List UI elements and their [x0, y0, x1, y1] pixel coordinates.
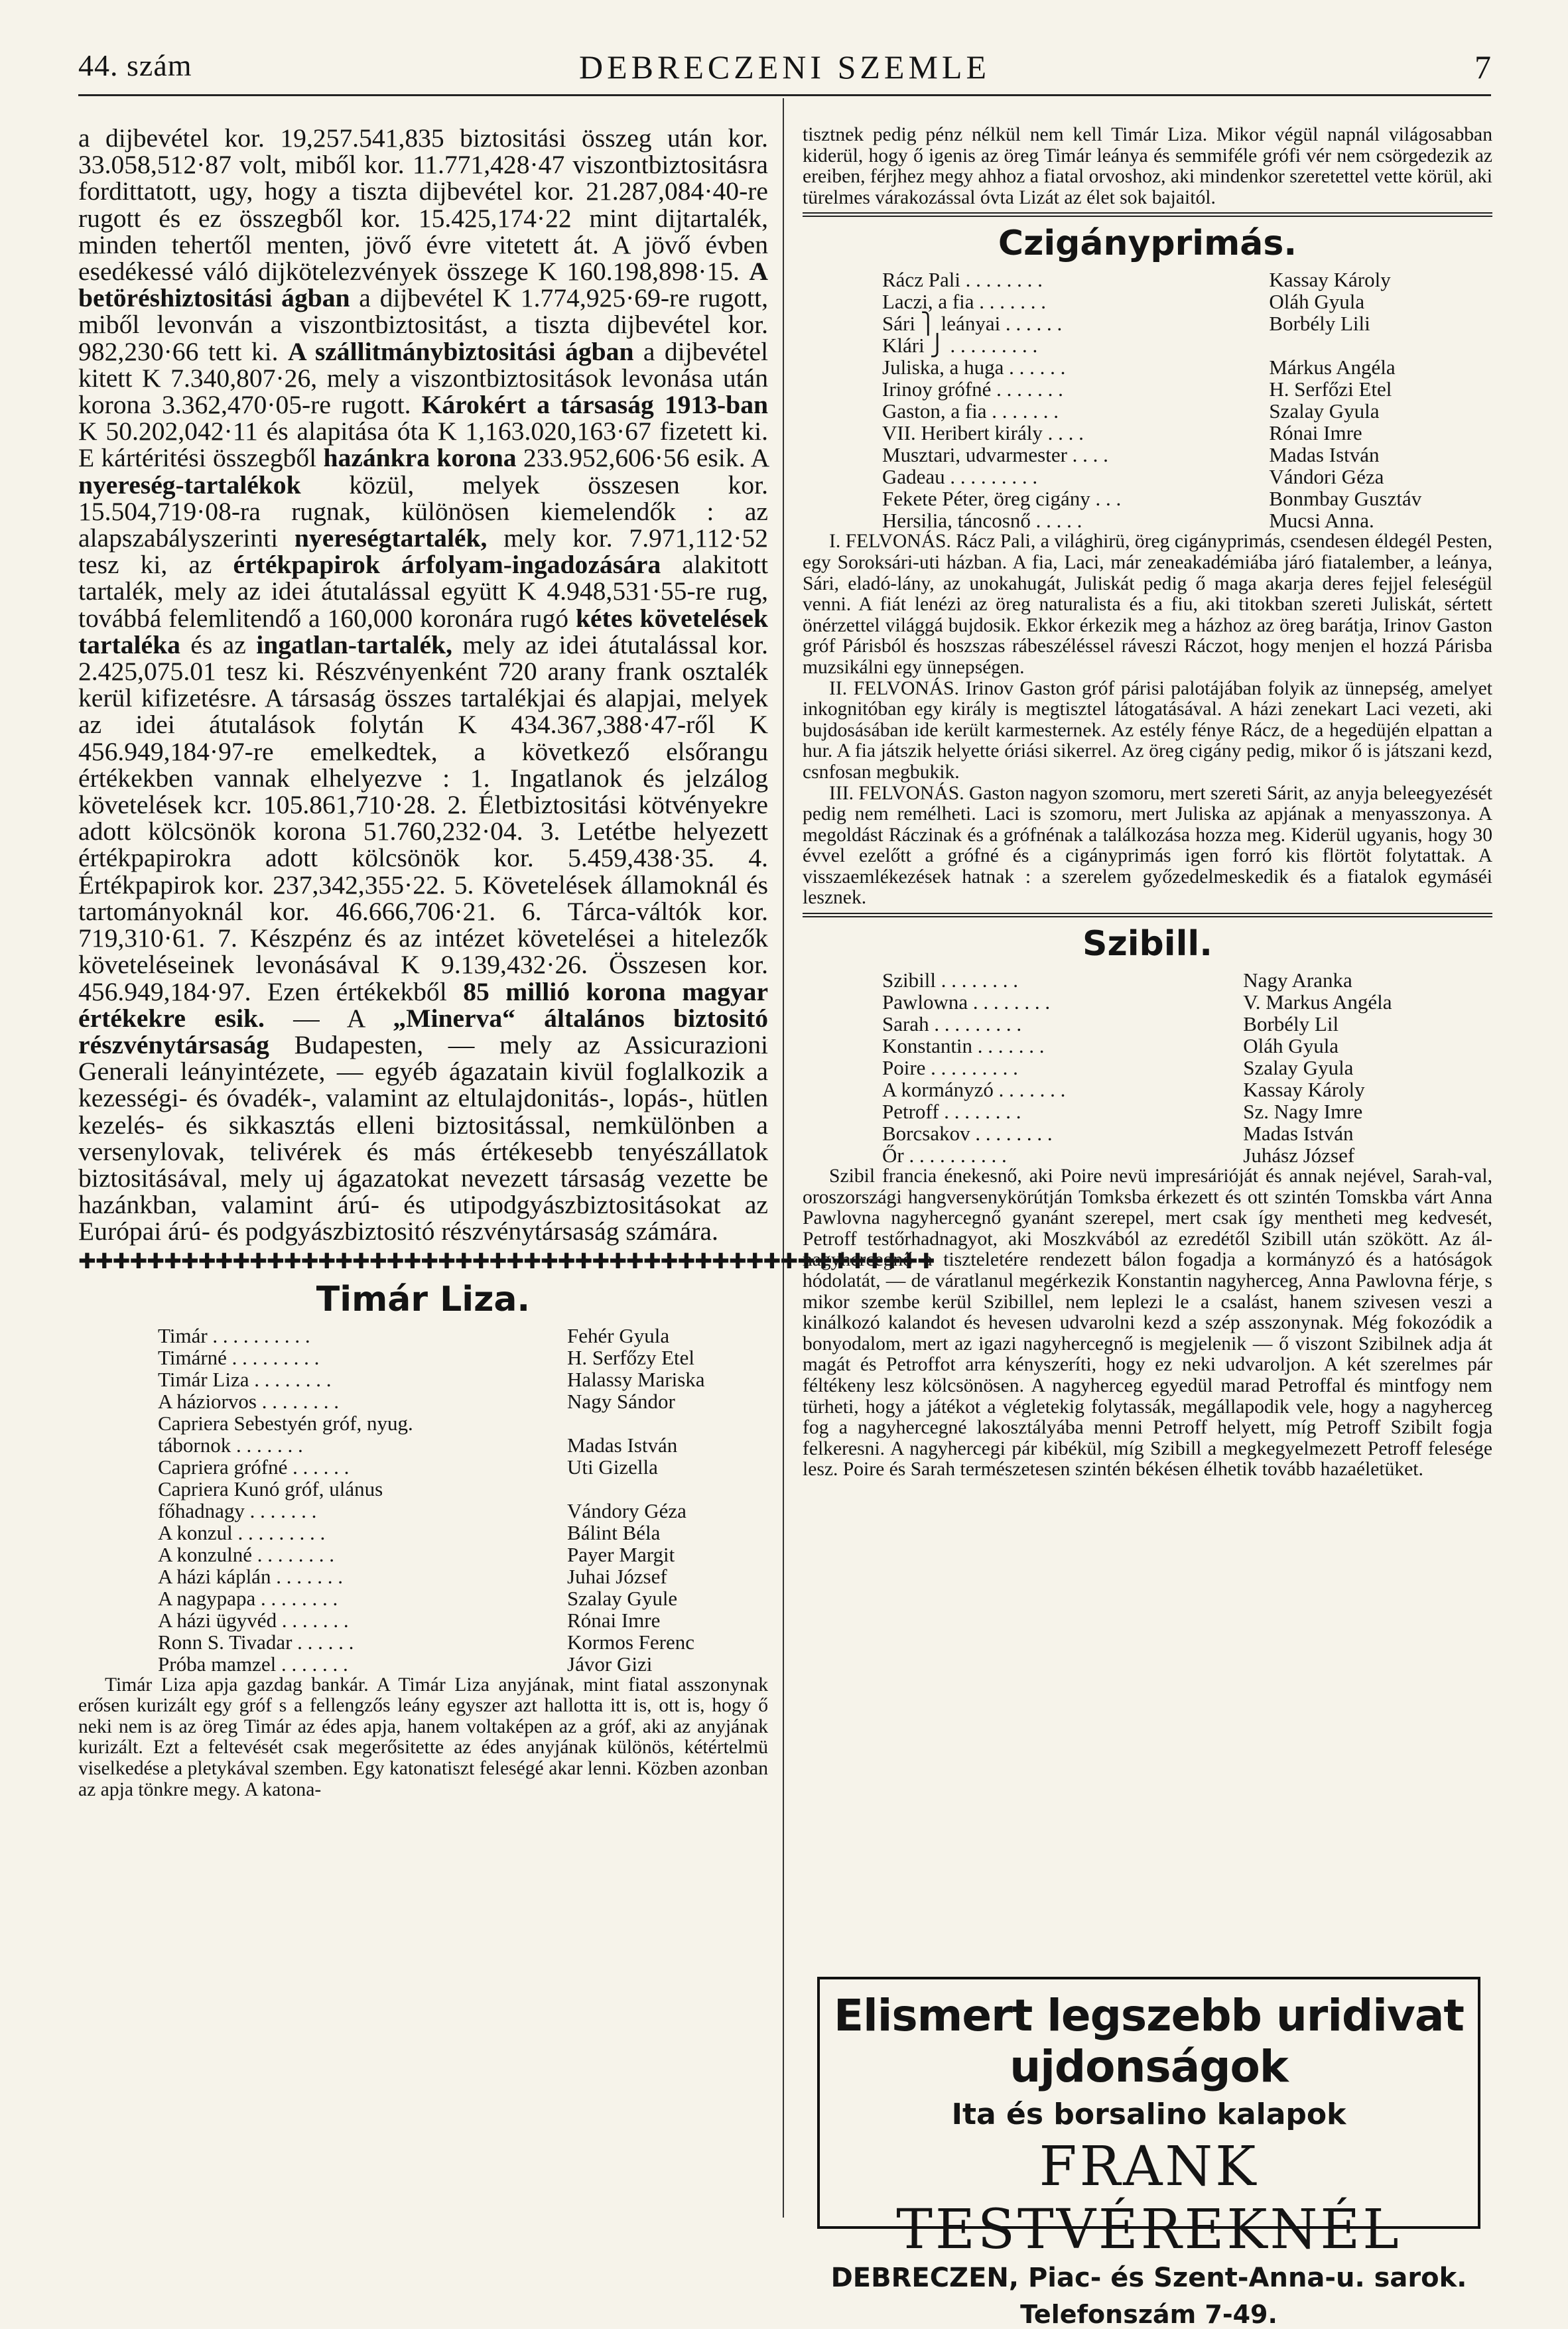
cast-actor: Borbély Lili — [1269, 312, 1370, 336]
cast-role: Gaston, a fia . . . . . . . — [882, 399, 1059, 423]
ad-address: DEBRECZEN, Piac- és Szent-Anna-u. sarok. — [830, 2263, 1467, 2293]
cast-actor: Madas István — [1269, 443, 1380, 467]
section-rule — [803, 913, 1492, 914]
cast-row — [78, 1368, 768, 1390]
cast-role: Sári ⎫ leányai . . . . . . — [882, 312, 1063, 336]
article-emphasis: kétes követelések tartaléka — [78, 603, 769, 659]
cast-role: Timár Liza . . . . . . . . — [158, 1367, 332, 1391]
cast-row — [78, 1478, 768, 1500]
cast-row — [803, 1100, 1492, 1122]
cast-actor: Kassay Károly — [1243, 1078, 1365, 1102]
cast-role: Timár . . . . . . . . . . — [158, 1323, 310, 1347]
cast-row — [803, 444, 1492, 466]
cast-row — [803, 269, 1492, 291]
right-column — [803, 125, 1492, 1481]
cast-role: A kormányzó . . . . . . . — [882, 1078, 1066, 1102]
cast-role: A házi káplán . . . . . . . — [158, 1564, 343, 1588]
timar-summary: Timár Liza apja gazdag bankár. A Timár Liza anyjának, mint fiatal asszonynak erősen kurizált egy gróf s a fellengzős leány egyszer azt hallotta itt is, ott is, hogy ő neki nem is az öreg Timár az édes apja, hanem voltaképen az a gróf, aki az anyjának kurizált. Ezt a feltevését csak megerősitette az édes anyjának különös, kétértelmü viselkedése a pletykával szemben. Egy katonatiszt feleségé akar lenni. Közben azonban az apja tönkre megy. A katona- — [78, 1674, 768, 1800]
cast-row — [803, 1144, 1492, 1166]
cast-role: Borcsakov . . . . . . . . — [882, 1122, 1053, 1146]
cast-role: Hersilia, táncosnő . . . . . — [882, 509, 1082, 533]
cast-actor: Rónai Imre — [1269, 421, 1362, 445]
cast-row — [803, 291, 1492, 312]
cast-row — [803, 1013, 1492, 1035]
cziganyprimas-title: Czigányprimás. — [998, 224, 1297, 264]
cast-actor — [567, 1412, 768, 1434]
article-text: a dijbevétel kor. 19,257.541,835 biztositási összeg után kor. 33.058,512·87 volt, miből kor. 11.771,428·47 viszontbiztositásra fordittatott, ugy, hogy a tiszta dijbevétel kor. 21.287,084·40-re rugott és ez összegből kor. 15.425,174·22 mint dijtartalék, minden tehertől menten, jövő évre vitetett át. A jövő évben esedékessé váló dijkötelezvények összege K 160.198,898·15. — [78, 123, 768, 287]
ornament-divider: ✚✚✚✚✚✚✚✚✚✚✚✚✚✚✚✚✚✚✚✚✚✚✚✚✚✚✚✚✚✚✚✚✚✚✚✚✚✚✚✚✚✚✚✚✚✚✚✚✚✚ — [78, 1248, 935, 1273]
cast-actor: Fehér Gyula — [567, 1323, 670, 1347]
cast-role: A házi ügyvéd . . . . . . . — [158, 1608, 349, 1632]
cast-role: Szibill . . . . . . . . — [882, 968, 1018, 992]
article-emphasis: nyereségtartalék, — [294, 523, 488, 553]
cast-row — [803, 378, 1492, 400]
cast-row — [803, 334, 1492, 356]
cast-row — [78, 1412, 768, 1434]
ad-headline: Elismert legszebb uridivat ujdonságok — [834, 1990, 1464, 2092]
cast-role: Irinoy grófné . . . . . . . — [882, 377, 1063, 401]
cast-role: Capriera Kunó gróf, ulánus — [158, 1477, 383, 1500]
cast-row — [78, 1565, 768, 1587]
cast-row — [803, 422, 1492, 444]
cast-actor: Mucsi Anna. — [1269, 509, 1374, 533]
cast-actor: Bálint Béla — [567, 1520, 661, 1544]
cast-row — [803, 1079, 1492, 1100]
szibill-summary: Szibil francia énekesnő, aki Poire nevü impresárióját és annak nejével, Sarah-val, oroszországi hangversenykörútján Tomksba érkezett és ott szintén Tomskba várt Anna Pawlovna nagyhercegnő gyanánt szerepel, mert csak így mentheti meg kedvesét, Petroff testőrhadnagyot, aki Moszkvából az ezredétől Szibill után szökött. Az ál-nagyhercegnő a tiszteletére rendezett bálon fogadja a kormányzó és a hatóságok hódolatát, — de váratlanul megérkezik Konstantin nagyherceg, Anna Pawlovna férje, s mikor szembe kerül Szibillel, nem leplezi le a csalást, hanem szivesen veszi a kinálkozó kalandot és hevesen udvarolni kezd a szép asszonynak. Még fokozódik a bonyodalom, mert az igazi nagyhercegnő is megjelenik — ő viszont Szibilnek adja át magát és Petroffot arra kényszeríti, hogy ez neki udvaroljon. A két szerelmes pár féltékeny lesz kölcsönösen. A nagyherceg egyedül marad Petroffal és mintfogy nem türheti, hogy a játékot a végletekig folytassák, megállapodik vele, hogy a nagyherceg fog a nagyhercegné lakosztályába menni Petroff helyett, míg Petroff Szibilt fogja felkeresni. A nagyhercegi pár kibékül, míg Szibill a megkegyelmezett Petroff felesége lesz. Poire és Sarah természetesen szintén békésen élhetik tovább hazaéletüket. — [803, 1165, 1492, 1481]
article-text: és az — [180, 630, 257, 659]
left-column — [78, 123, 935, 1800]
cast-role: Petroff . . . . . . . . — [882, 1100, 1021, 1124]
page-number: 7 — [1474, 48, 1491, 86]
cast-row — [803, 1122, 1492, 1144]
cast-actor: Szalay Gyula — [1243, 1056, 1354, 1080]
cast-row — [78, 1390, 768, 1412]
cast-role: Fekete Péter, öreg cigány . . . — [882, 487, 1122, 511]
cast-role: Capriera grófné . . . . . . — [158, 1455, 350, 1479]
cast-actor — [1269, 334, 1492, 356]
cast-actor: Nagy Aranka — [1243, 968, 1352, 992]
cast-row — [78, 1631, 768, 1653]
article-emphasis: nyereség-tartalékok — [78, 470, 301, 499]
cast-actor: Vándori Géza — [1269, 465, 1384, 489]
cast-actor: Márkus Angéla — [1269, 356, 1396, 379]
column-divider — [783, 98, 784, 2218]
article-text: Budapesten, — mely az Assicurazioni Generali leányintézete, — egyéb ágazatain kivül foglalkozik a kezességi- és óvadék-, valamint az eltulajdonitás-, lopás-, hütlen kezelés- és sikkasztás elleni biztositással, nemkülönben a versenylovak, telivérek és más értékesebb tenyészállatok biztositásával, mely uj ágazatokat nevezett társaság vezette be hazánkban, valamint árú- és utipodgyászbiztositásokat az Európai árú- és podgyászbiztositó részvénytársaság számára. — [78, 1030, 768, 1246]
cast-role: Musztari, udvarmester . . . . — [882, 443, 1108, 467]
article-text: mely kor. 7.971,112·52 tesz ki, az — [78, 523, 769, 580]
cast-actor: Sz. Nagy Imre — [1243, 1100, 1363, 1124]
article-emphasis: A betöréshiztositási ágban — [78, 257, 768, 313]
cziganyprimas-act-3: III. FELVONÁS. Gaston nagyon szomoru, mert szereti Sárit, az anyja beleegyezését pedig nem remélheti. Laci is szomoru, mert Juliska az apjának a menyasszonya. A megoldást Ráczinak és a grófnénak a találkozása hozza meg. Kiderül ugyanis, hogy 30 évvel ezelőtt a grófné és a cigányprimás igen forró kis flörtöt folytattak. A visszaemlékezések hatnak : a szerelem győzedelmeskedik és a fiatalok egymáséi lesznek. — [803, 782, 1492, 909]
article-emphasis: hazánkra korona — [323, 443, 517, 473]
article-text: a dijbevétel K 1.774,925·69-re rugott, miből levonván a viszontbiztositást, a tiszta dijbevétel kor. 982,230·66 tett ki. — [78, 283, 768, 366]
cast-actor: Kassay Károly — [1269, 268, 1391, 292]
cast-row — [803, 969, 1492, 991]
cast-row — [803, 400, 1492, 422]
article-text: közül, melyek összesen kor. 15.504,719·08-ra rugnak, különösen kiemelendők : az alapszabályszerinti — [78, 470, 768, 553]
ad-firm-name: FRANK TESTVÉREKNÉL — [896, 2135, 1402, 2261]
cziganyprimas-cast-list — [803, 269, 1492, 531]
cast-actor: Halassy Mariska — [567, 1367, 705, 1391]
cast-role: Timárné . . . . . . . . . — [158, 1345, 320, 1369]
ad-phone: Telefonszám 7-49. — [1020, 2300, 1277, 2329]
cast-row — [803, 356, 1492, 378]
journal-title: DEBRECZENI SZEMLE — [578, 48, 991, 86]
ad-subheadline: Ita és borsalino kalapok — [951, 2097, 1346, 2131]
cast-role: Poire . . . . . . . . . — [882, 1056, 1018, 1080]
section-rule — [803, 212, 1492, 214]
cast-actor: Vándory Géza — [567, 1498, 686, 1522]
cast-role: Őr . . . . . . . . . . — [882, 1144, 1007, 1167]
article-emphasis: „Minerva“ általános biztositó részvénytársaság — [78, 1003, 768, 1059]
cast-role: A konzulné . . . . . . . . — [158, 1542, 335, 1566]
cast-actor: Rónai Imre — [567, 1608, 661, 1632]
article-text: alakitott tartalék, mely az idei átutalással együtt K 4.948,531·55-re rug, továbbá felemlitendő a 160,000 koronára rugó — [78, 550, 768, 633]
szibill-cast-list — [803, 969, 1492, 1166]
cast-role: Capriera Sebestyén gróf, nyug. — [158, 1411, 413, 1435]
article-text: 233.952,606·56 esik. A — [516, 443, 768, 473]
cast-role: Rácz Pali . . . . . . . . — [882, 268, 1043, 292]
page-header — [78, 48, 1491, 94]
cast-actor: Oláh Gyula — [1269, 290, 1365, 314]
cast-role: Próba mamzel . . . . . . . — [158, 1652, 348, 1676]
cast-row — [78, 1522, 768, 1544]
cast-role: Laczi, a fia . . . . . . . — [882, 290, 1047, 314]
cziganyprimas-act-1: I. FELVONÁS. Rácz Pali, a világhirü, öreg cigányprimás, csendesen éldegél Pesten, egy Soroksári-uti házban. A fia, Laci, már zeneakadémiába járó fiatalember, a leánya, Sári, eladó-lány, az unokahugát, Juliskát pedig ő maga akarja deres fejjel feleségül venni. A fiát lenézi az öreg naturalista és a fiu, aki titokban szereti Juliskát, sértett önérzettel világgá bujdosik. Ekkor érkezik meg a házhoz az öreg barátja, Irinov Gaston gróf Párisból és hoszszas rábeszéléssel ráveszi Ráczot, hogy menjen el hozzá Párisba muzsikálni egy ünnepségen. — [803, 531, 1492, 678]
cast-role: főhadnagy . . . . . . . — [158, 1498, 317, 1522]
cast-actor: Szalay Gyula — [1269, 399, 1380, 423]
cast-actor: Kormos Ferenc — [567, 1630, 695, 1654]
timar-liza-title: Timár Liza. — [316, 1279, 531, 1319]
cast-row — [803, 1035, 1492, 1057]
szibill-title: Szibill. — [1082, 924, 1212, 965]
section-rule — [803, 216, 1492, 217]
cast-actor: Payer Margit — [567, 1542, 675, 1566]
cast-actor: Juhász József — [1243, 1144, 1355, 1167]
cast-actor: H. Serfőzi Etel — [1269, 377, 1392, 401]
cast-row — [803, 509, 1492, 531]
cast-role: Sarah . . . . . . . . . — [882, 1012, 1022, 1036]
section-rule — [803, 916, 1492, 917]
article-emphasis: Károkért a társaság 1913-ban — [421, 390, 768, 420]
cast-row — [78, 1456, 768, 1478]
cast-role: Konstantin . . . . . . . — [882, 1034, 1045, 1058]
cast-role: Ronn S. Tivadar . . . . . . — [158, 1630, 354, 1654]
article-text: — A — [264, 1003, 393, 1033]
cast-row — [78, 1434, 768, 1456]
cast-row — [78, 1325, 768, 1347]
cast-actor — [567, 1478, 768, 1500]
cast-row — [803, 466, 1492, 488]
timar-summary-continued: tisztnek pedig pénz nélkül nem kell Timár Liza. Mikor végül napnál világosabban kiderül, hogy ő igenis az öreg Timár leánya és semmiféle grófi vér nem csörgedezik az ereiben, férjhez megy ahhoz a fiatal orvoshoz, aki mindenkor szeretettel vette körül, aki türelmes várakozással óvta Lizát az élet sok bajaitól. — [803, 124, 1492, 208]
article-text: mely az idei átutalással kor. 2.425,075.01 tesz ki. Részvényenként 720 arany frank osztalék kerül kifizetésre. A társaság összes tartalékjai és alapjai, melyek az idei átutalások folytán K 434.367,388·47-ről K 456.949,184·97-re emelkedtek, a következő elsőrangu értékekben vannak elhelyezve : 1. Ingatlanok és jelzálog követelések kcr. 105.861,710·28. 2. Életbiztositási kötvényekre adott kölcsönök korona 51.760,232·04. 3. Letétbe helyezett értékpapirokra adott kölcsönök kor. 5.459,438·35. 4. Értékpapirok kor. 237,342,355·22. 5. Követelések államoknál és tartományoknál kor. 46.666,706·21. 6. Tárca-váltók kor. 719,310·61. 7. Készpénz és az intézet követelései a hitelezők követeléseinek levonásával K 9.139,432·26. Összesen kor. 456.949,184·97. Ezen értékekből — [78, 630, 768, 1006]
cast-role: Pawlowna . . . . . . . . — [882, 990, 1051, 1014]
cast-role: tábornok . . . . . . . — [158, 1433, 303, 1457]
cast-actor: Oláh Gyula — [1243, 1034, 1339, 1058]
cast-role: A nagypapa . . . . . . . . — [158, 1586, 338, 1610]
cast-row — [78, 1587, 768, 1609]
cast-role: VII. Heribert király . . . . — [882, 421, 1084, 445]
cast-actor: Borbély Lil — [1243, 1012, 1339, 1036]
article-emphasis: A szállitmánybiztositási ágban — [287, 336, 634, 366]
issue-number: 44. szám — [78, 48, 192, 82]
article-text: a dijbevétel kitett K 7.340,807·26, mely a viszontbiztositások levonása után korona 3.362,470·05-re rugott. — [78, 336, 768, 420]
cast-actor: Bonmbay Gusztáv — [1269, 487, 1422, 511]
cast-actor: Jávor Gizi — [567, 1652, 653, 1676]
cast-row — [78, 1347, 768, 1368]
cast-row — [803, 312, 1492, 334]
cast-actor: H. Serfőzy Etel — [567, 1345, 695, 1369]
cast-row — [78, 1653, 768, 1675]
cast-role: Klári ⎭ . . . . . . . . . — [882, 334, 1038, 358]
cast-actor: Madas István — [567, 1433, 678, 1457]
article-emphasis: 85 millió korona magyar értékekre esik. — [78, 976, 769, 1033]
cast-role: A háziorvos . . . . . . . . — [158, 1389, 339, 1413]
cast-actor: Nagy Sándor — [567, 1389, 675, 1413]
cast-row — [78, 1544, 768, 1565]
cast-role: Gadeau . . . . . . . . . — [882, 465, 1038, 489]
cast-role: Juliska, a huga . . . . . . — [882, 356, 1066, 379]
article-emphasis: ingatlan-tartalék, — [256, 630, 452, 659]
article-emphasis: értékpapirok árfolyam-ingadozására — [233, 550, 661, 580]
cziganyprimas-act-2: II. FELVONÁS. Irinov Gaston gróf párisi palotájában folyik az ünnepség, amelyet inkognitóban egy király is megtisztel látogatásával. A házi zenekart Laci vezeti, aki bujdosásában ide került karmesternek. Az estély fénye Rácz, de a hegedüjén elpattan a hur. A fia játszik helyette óriási sikerrel. Az öreg cigány pedig, mikor ő is játszani kezd, csnfosan megbukik. — [803, 677, 1492, 783]
header-rule — [78, 94, 1491, 96]
cast-role: A konzul . . . . . . . . . — [158, 1520, 326, 1544]
cast-row — [78, 1609, 768, 1631]
cast-actor: Juhai József — [567, 1564, 667, 1588]
insurance-article — [78, 125, 768, 1245]
hat-shop-advertisement — [817, 1977, 1480, 2329]
cast-actor: Uti Gizella — [567, 1455, 658, 1479]
cast-actor: Szalay Gyule — [567, 1586, 678, 1610]
timar-cast-list — [78, 1325, 768, 1675]
cast-row — [78, 1500, 768, 1522]
cast-actor: V. Markus Angéla — [1243, 990, 1392, 1014]
cast-actor: Madas István — [1243, 1122, 1354, 1146]
cast-row — [803, 488, 1492, 509]
cast-row — [803, 991, 1492, 1013]
cast-row — [803, 1057, 1492, 1079]
article-text: K 50.202,042·11 és alapitása óta K 1,163.020,163·67 fizetett ki. E kártéritési összegből — [78, 417, 768, 473]
